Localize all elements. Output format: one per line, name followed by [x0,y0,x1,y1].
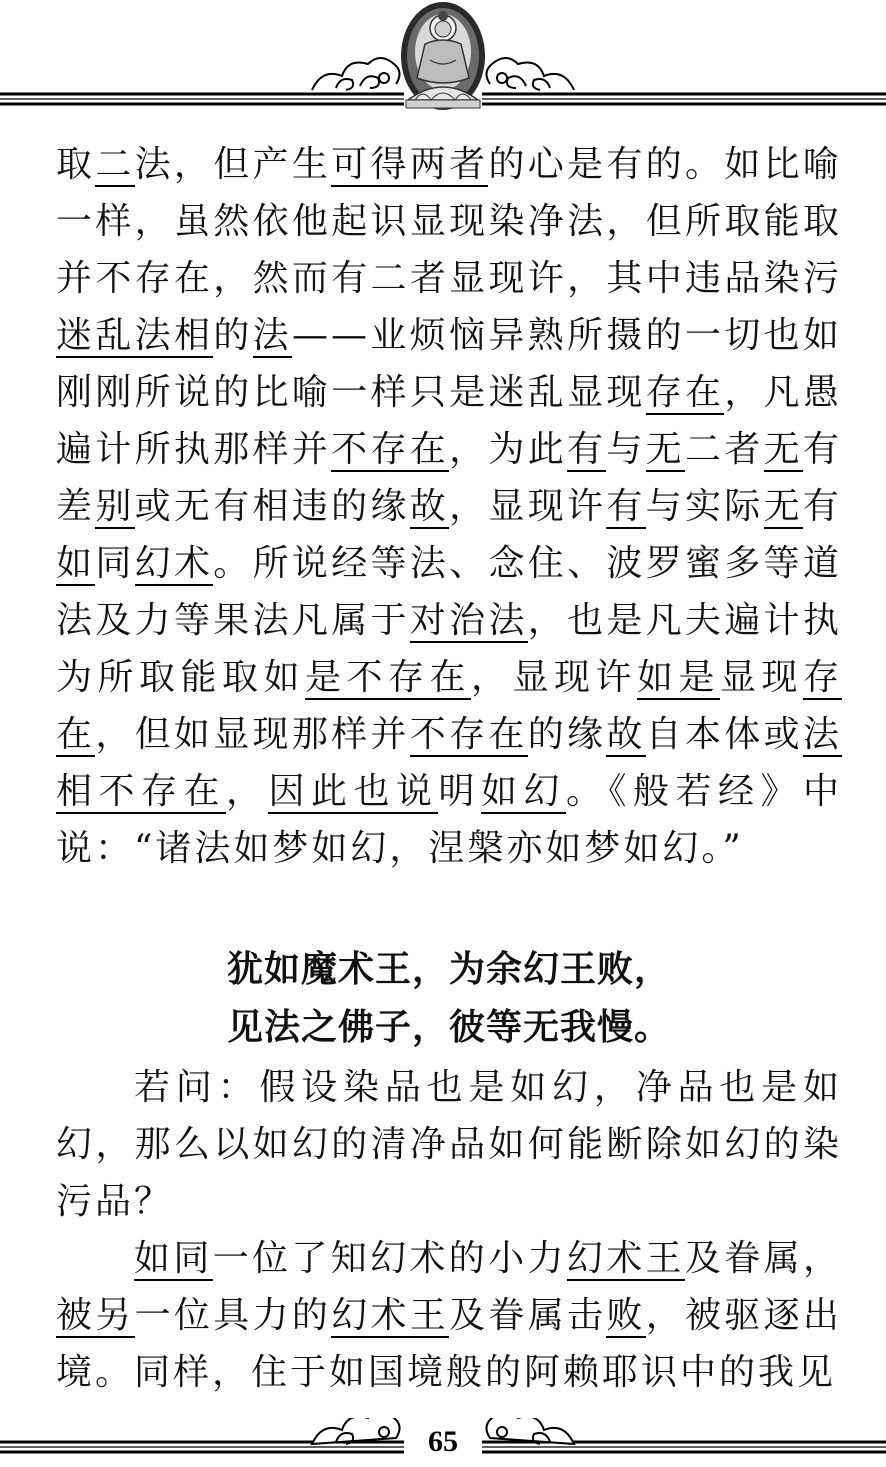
underlined-text: 迷乱法相 [56,315,214,356]
underlined-text: 是不存在 [304,657,471,698]
text-segment: 同 [95,543,135,584]
underlined-text: 无 [763,429,803,470]
underlined-text: 有 [606,486,646,527]
text-segment: 。《般若经》中说：“诸法如梦如幻，涅槃亦如梦如幻。” [56,771,842,869]
page-number: 65 [428,1425,458,1458]
text-segment: 及眷属， [684,1238,842,1279]
underlined-text: 无 [763,486,803,527]
underlined-text: 幻术 [134,543,214,584]
text-segment: 与实际 [645,486,764,527]
text-segment: 的 [213,315,253,356]
text-segment: ，但如显现那样并 [95,714,410,755]
text-segment: 显现 [719,657,803,698]
underlined-text: 被另 [56,1295,135,1336]
underlined-text: 如同 [134,1238,213,1279]
underlined-text: 因此也说 [268,771,439,812]
text-segment: ，被驱逐出境。同样，住于如国境般的阿赖耶识中的我见 [56,1295,842,1393]
underlined-text: 如幻 [480,771,566,812]
text-segment: 有差 [56,429,842,527]
text-segment: 或无有相违的缘 [134,486,410,527]
text-segment: 若问：假设染品也是如幻，净品也是如幻，那么以如幻的清净品如何能断除如幻的染污品？ [56,1067,842,1222]
text-segment: ，也是凡夫遍计执为所取能取如 [56,600,842,698]
root-verse [56,941,842,1057]
underlined-text: 存在 [56,657,842,755]
underlined-text: 二 [95,144,135,185]
page-content [56,136,842,1401]
underlined-text: 别 [95,486,135,527]
underlined-text: 有 [567,429,607,470]
underlined-text: 存在 [645,372,725,413]
underlined-text: 故 [606,714,646,755]
verse-line-1: 犹如魔术王，为余幻王败， [226,949,671,990]
text-segment: ——业烦恼异熟所摄的一切也如刚刚所说的比喻一样只是迷乱显现 [56,315,842,413]
text-segment: 及眷属击 [449,1295,607,1336]
underlined-text: 如是 [636,657,720,698]
text-segment: 明 [438,771,481,812]
text-segment: ，为此 [449,429,568,470]
text-segment: ， [225,771,269,812]
text-segment: 的心是有的。如比喻一样，虽然依他起识显现染净法，但所取能取并不存在，然而有二者显现许，其中违品染污 [56,144,842,299]
cloud-ornament-left-icon [312,58,400,90]
commentary-paragraph-2 [56,1059,842,1230]
commentary-paragraph-1 [56,136,842,877]
underlined-text: 故 [409,486,450,527]
text-segment: ，凡愚遍计所执那样并 [56,372,842,470]
text-segment: 取 [56,144,96,185]
underlined-text: 可得两者 [331,144,489,185]
text-segment: 与 [606,429,646,470]
commentary-paragraph-3 [56,1230,842,1401]
underlined-text: 法 [252,315,293,356]
underlined-text: 对治法 [409,600,528,641]
text-segment: 二者 [684,429,764,470]
text-segment: 自本体或 [645,714,803,755]
underlined-text: 幻术王 [566,1238,685,1279]
text-segment: 法，但产生 [134,144,332,185]
text-segment: 一位具力的 [134,1295,332,1336]
header-ornament [0,0,886,120]
text-segment: 的缘 [527,714,607,755]
text-segment: 有 [802,486,842,527]
underlined-text: 败 [606,1295,646,1336]
verse-line-2: 见法之佛子，彼等无我慢。 [226,1007,671,1048]
underlined-text: 法相不存在 [56,714,842,812]
underlined-text: 如 [56,543,96,584]
text-segment: 一位了知幻术的小力 [212,1238,567,1279]
text-segment: ，显现许 [449,486,607,527]
text-segment: 。所说经等法、念住、波罗蜜多等道法及力等果法凡属于 [56,543,842,641]
underlined-text: 不存在 [409,714,528,755]
underlined-text: 无 [645,429,685,470]
cloud-ornament-right-icon [486,58,574,90]
text-segment: ，显现许 [470,657,637,698]
underlined-text: 不存在 [331,429,450,470]
buddha-emblem-icon [401,2,485,110]
underlined-text: 幻术王 [331,1295,450,1336]
